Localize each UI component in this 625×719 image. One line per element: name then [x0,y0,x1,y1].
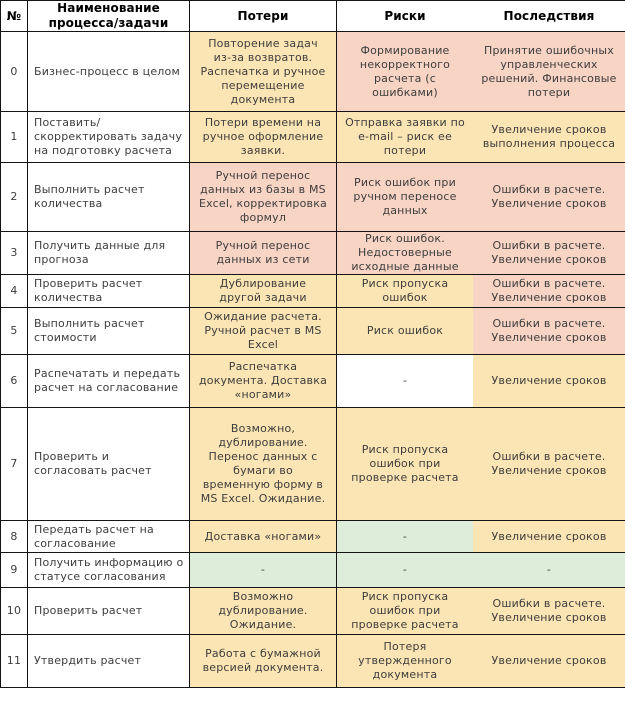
cell-consequences: - [473,553,625,588]
cell-process-name: Получить данные для прогноза [28,232,190,275]
cell-num: 2 [0,163,28,232]
cell-risks: Риск ошибок при ручном переносе данных [337,163,473,232]
cell-process-name: Получить информацию о статусе согласования [28,553,190,588]
cell-risks: Риск пропуска ошибок при проверке расчета [337,408,473,521]
cell-consequences: Увеличение сроков [473,521,625,553]
cell-consequences: Ошибки в расчете. Увеличение сроков [473,232,625,275]
cell-process-name: Проверить расчет количества [28,275,190,308]
cell-num: 6 [0,355,28,408]
cell-num: 1 [0,112,28,163]
cell-num: 3 [0,232,28,275]
cell-num: 11 [0,635,28,688]
cell-process-name: Поставить/скорректировать задачу на подготовку расчета [28,112,190,163]
cell-losses: Потери времени на ручное оформление заявки. [190,112,337,163]
cell-risks: - [337,553,473,588]
header-consequences: Последствия [473,0,625,32]
cell-num: 5 [0,308,28,355]
cell-num: 0 [0,32,28,112]
header-process-name: Наименование процесса/задачи [28,0,190,32]
cell-consequences: Увеличение сроков [473,635,625,688]
cell-losses: Возможно дублирование. Ожидание. [190,588,337,635]
cell-process-name: Распечатать и передать расчет на согласование [28,355,190,408]
cell-process-name: Выполнить расчет количества [28,163,190,232]
cell-num: 7 [0,408,28,521]
cell-consequences: Ошибки в расчете. Увеличение сроков [473,163,625,232]
cell-risks: Риск ошибок [337,308,473,355]
cell-losses: Работа с бумажной версией документа. [190,635,337,688]
cell-num: 4 [0,275,28,308]
cell-num: 9 [0,553,28,588]
cell-losses: - [190,553,337,588]
cell-losses: Доставка «ногами» [190,521,337,553]
cell-losses: Возможно, дублирование. Перенос данных с бумаги во временную форму в MS Excel. Ожидание. [190,408,337,521]
cell-num: 10 [0,588,28,635]
cell-risks: Формирование некорректного расчета (с ошибками) [337,32,473,112]
cell-losses: Повторение задач из-за возвратов. Распечатка и ручное перемещение документа [190,32,337,112]
header-losses: Потери [190,0,337,32]
cell-risks: Риск пропуска ошибок при проверке расчета [337,588,473,635]
cell-process-name: Проверить и согласовать расчет [28,408,190,521]
header-risks: Риски [337,0,473,32]
cell-process-name: Проверить расчет [28,588,190,635]
cell-risks: Риск ошибок. Недостоверные исходные данные [337,232,473,275]
cell-risks: - [337,521,473,553]
cell-losses: Дублирование другой задачи [190,275,337,308]
cell-process-name: Утвердить расчет [28,635,190,688]
cell-consequences: Ошибки в расчете. Увеличение сроков [473,308,625,355]
cell-num: 8 [0,521,28,553]
cell-consequences: Ошибки в расчете. Увеличение сроков [473,408,625,521]
cell-risks: Потеря утвержденного документа [337,635,473,688]
cell-losses: Ручной перенос данных из базы в MS Excel, корректировка формул [190,163,337,232]
cell-losses: Распечатка документа. Доставка «ногами» [190,355,337,408]
cell-risks: - [337,355,473,408]
cell-losses: Ручной перенос данных из сети [190,232,337,275]
cell-consequences: Увеличение сроков [473,355,625,408]
cell-risks: Отправка заявки по e-mail – риск ее потери [337,112,473,163]
header-num: № [0,0,28,32]
cell-losses: Ожидание расчета. Ручной расчет в MS Excel [190,308,337,355]
cell-consequences: Увеличение сроков выполнения процесса [473,112,625,163]
cell-process-name: Бизнес-процесс в целом [28,32,190,112]
cell-process-name: Выполнить расчет стоимости [28,308,190,355]
cell-risks: Риск пропуска ошибок [337,275,473,308]
cell-consequences: Ошибки в расчете. Увеличение сроков [473,275,625,308]
cell-consequences: Ошибки в расчете. Увеличение сроков [473,588,625,635]
cell-consequences: Принятие ошибочных управленческих решений. Финансовые потери [473,32,625,112]
cell-process-name: Передать расчет на согласование [28,521,190,553]
